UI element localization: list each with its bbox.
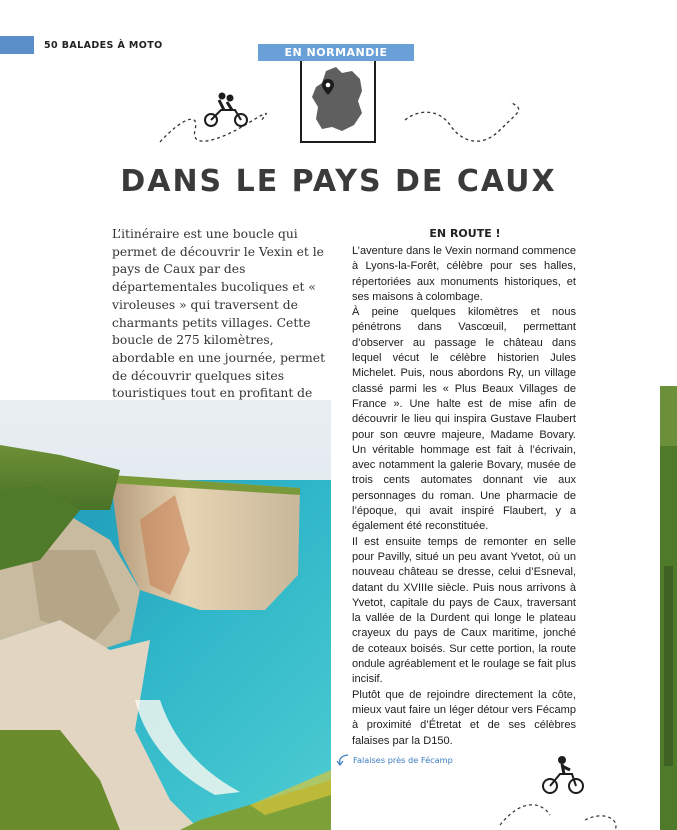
dashed-route-decoration-bottom bbox=[490, 770, 640, 830]
cliff-photo bbox=[0, 400, 331, 830]
caption-arrow-icon bbox=[334, 752, 352, 770]
header-color-band bbox=[0, 36, 34, 54]
body-paragraph: L’aventure dans le Vexin normand commence à Lyons-la-Forêt, célèbre pour ses halles, répertoriées aux monuments historiques, et ses maisons à colombage. bbox=[352, 245, 576, 303]
body-paragraph: À peine quelques kilomètres et nous pénétrons dans Vascœuil, permettant d’observer au passage le château dans lequel vécut le célèbre historien Jules Michelet. Puis, nous abordons Ry, un village classé parmi les « Plus Beaux Villages de France ». Une halte est de mise afin de découvrir le lieu qui inspira Gustave Flaubert pour son œuvre majeure, Madame Bovary. Un véritable hommage est fait à l’écrivain, avec notamment la galerie Bovary, musée de trois cents automates donnant vie aux personnages du roman. Une pharmacie de l’époque, qui avait inspiré Flaubert, y a également été reconstituée. bbox=[352, 306, 576, 533]
normandy-map-inset bbox=[300, 61, 376, 143]
running-head: 50 BALADES À MOTO bbox=[44, 40, 163, 51]
section-heading-en-route: EN ROUTE ! bbox=[429, 227, 501, 240]
motorcycle-duo-icon bbox=[205, 93, 247, 127]
page-title: DANS LE PAYS DE CAUX bbox=[120, 164, 557, 199]
intro-paragraph: L’itinéraire est une boucle qui permet de découvrir le Vexin et le pays de Caux par des départementales bucoliques et « viroleuses » qui traversent de charmants petits villages. Cette boucle de 275 kilomètres, abordable en une journée, permet de découvrir quelques sites touristiques tout en profitant de bbox=[112, 227, 326, 401]
region-tag: EN NORMANDIE bbox=[258, 44, 414, 61]
body-paragraph: Il est ensuite temps de remonter en selle pour Pavilly, situé un peu avant Yvetot, où un nouveau château se dresse, celui d’Esneval, datant du XVIIIe siècle. Puis nous arrivons à Yvetot, capitale du pays de Caux, traversant la vallée de la Durdent qui longe le plateau crayeux du pays de Caux maritime, jonché de coteaux boisés. Sur cette portion, la route ondule agréablement et le roulage se fait plus incisif. bbox=[352, 535, 576, 686]
photo-caption: Falaises près de Fécamp bbox=[353, 755, 453, 765]
body-paragraph: Plutôt que de rejoindre directement la côte, mieux vaut faire un léger détour vers Fécamp à proximité d’Étretat et de ses célèbres falaises par la D150. bbox=[352, 688, 576, 747]
body-text-column bbox=[352, 244, 576, 749]
adjacent-page-photo-strip bbox=[660, 386, 677, 830]
